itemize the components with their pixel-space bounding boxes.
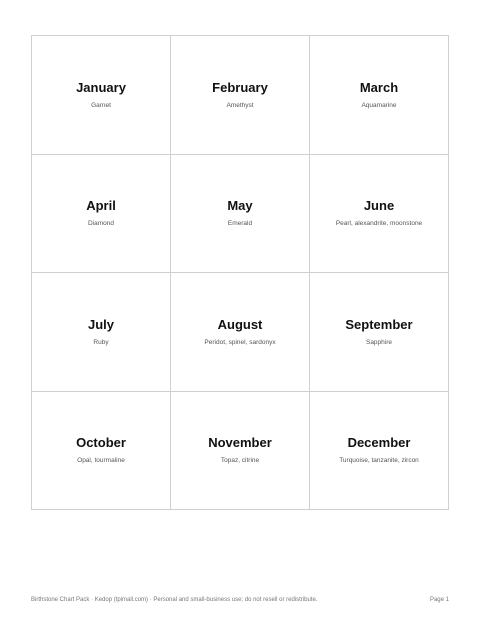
page-footer xyxy=(31,596,449,604)
month-card-august xyxy=(171,273,310,392)
birthstone-name: Turquoise, tanzanite, zircon xyxy=(339,457,419,465)
month-name: May xyxy=(227,198,253,214)
birthstone-name: Aquamarine xyxy=(361,101,397,109)
birthstone-name: Sapphire xyxy=(365,338,393,346)
birthstone-name: Emerald xyxy=(227,220,253,228)
birthstone-name: Diamond xyxy=(87,220,114,228)
month-card-january xyxy=(32,36,171,155)
month-name: August xyxy=(217,316,263,332)
footer-credit-text: Birthstone Chart Pack · Kedop (tpimall.com) · Personal and small-business use; do not resell or redistribute. xyxy=(31,597,318,603)
month-card-june xyxy=(310,155,449,274)
birthstone-name: Amethyst xyxy=(226,101,254,109)
month-name: February xyxy=(212,79,268,95)
month-card-november xyxy=(171,392,310,511)
month-card-october xyxy=(32,392,171,511)
birthstone-name: Ruby xyxy=(93,338,109,346)
page-number: Page 1 xyxy=(429,597,449,603)
month-name: June xyxy=(363,198,395,214)
month-card-may xyxy=(171,155,310,274)
birthstone-name: Garnet xyxy=(91,101,111,109)
month-name: April xyxy=(86,198,116,214)
month-card-february xyxy=(171,36,310,155)
month-card-march xyxy=(310,36,449,155)
month-name: January xyxy=(76,79,126,95)
month-name: March xyxy=(359,79,399,95)
birthstone-name: Topaz, citrine xyxy=(220,457,260,465)
month-card-july xyxy=(32,273,171,392)
month-card-september xyxy=(310,273,449,392)
month-name: November xyxy=(208,435,272,451)
month-card-april xyxy=(32,155,171,274)
month-card-december xyxy=(310,392,449,511)
birthstone-grid xyxy=(31,35,449,510)
birthstone-name: Pearl, alexandrite, moonstone xyxy=(335,220,423,228)
month-name: October xyxy=(76,435,126,451)
month-name: December xyxy=(347,435,411,451)
birthstone-name: Opal, tourmaline xyxy=(77,457,125,465)
month-name: September xyxy=(345,316,413,332)
month-name: July xyxy=(87,316,114,332)
birthstone-name: Peridot, spinel, sardonyx xyxy=(204,338,276,346)
